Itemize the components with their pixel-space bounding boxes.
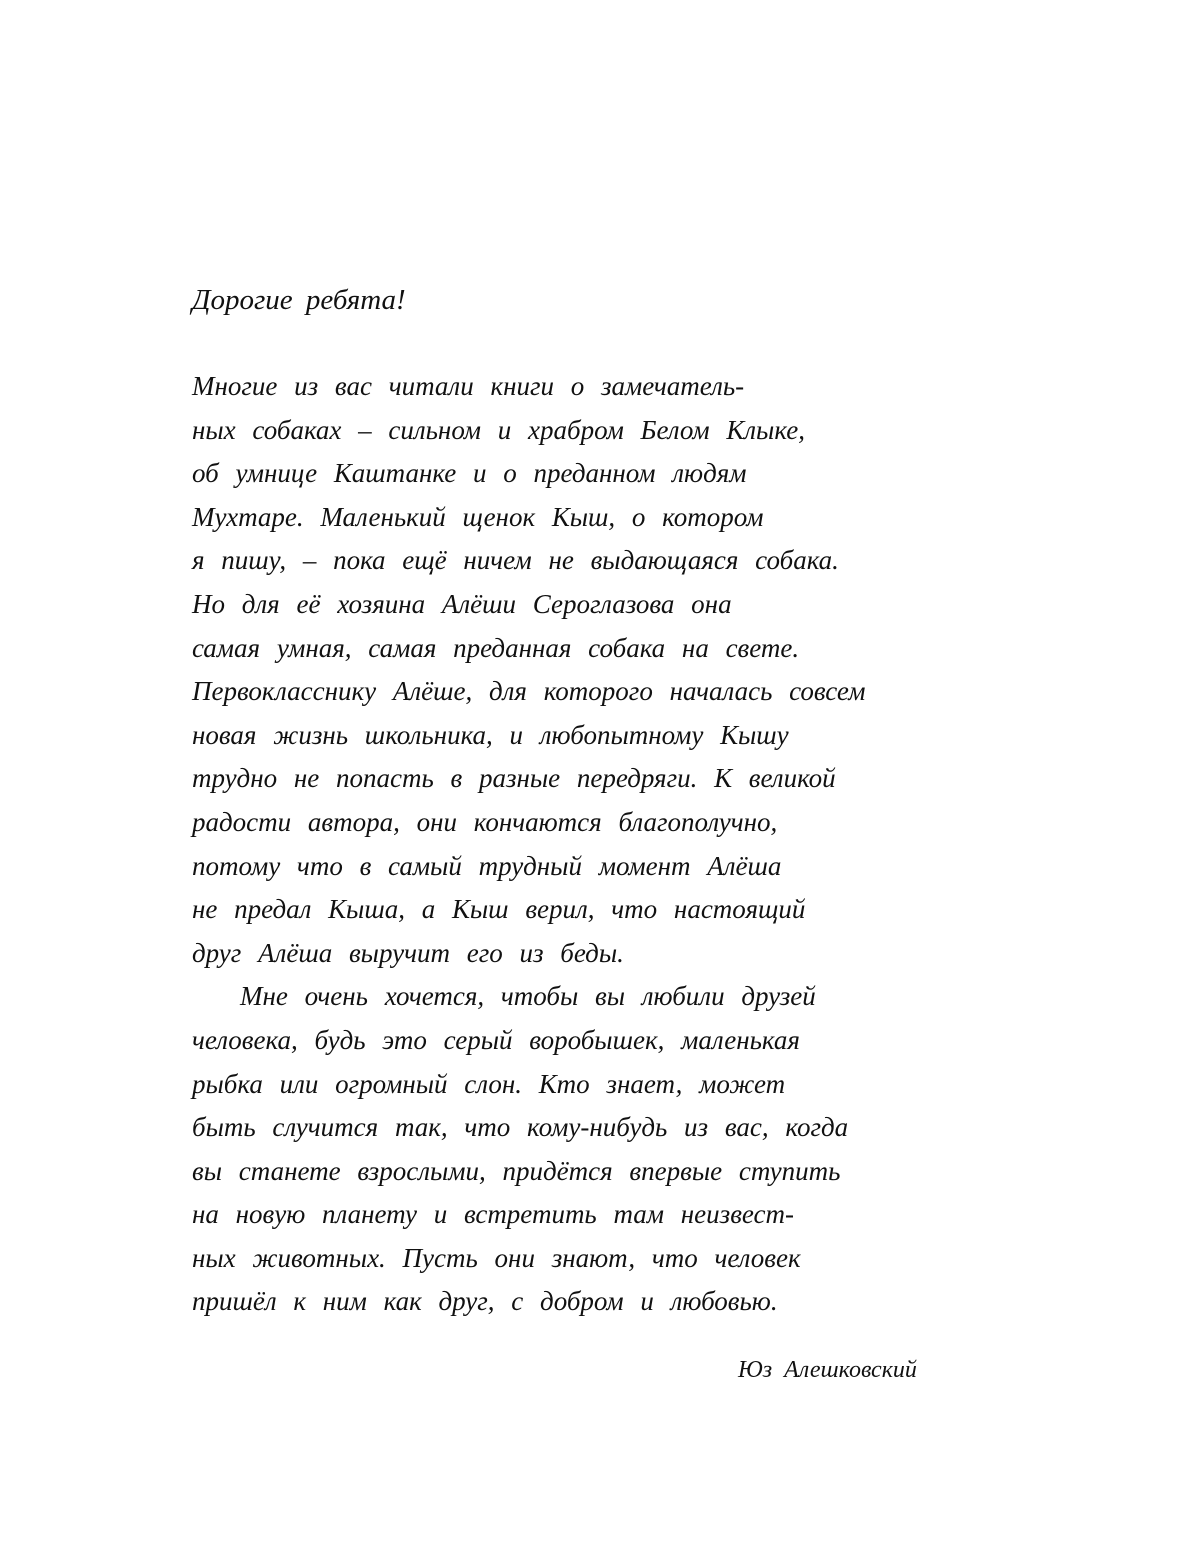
greeting-heading: Дорогие ребята! [192, 284, 406, 316]
text-line: ных собаках – сильном и храбром Белом Клыке, [192, 414, 806, 445]
letter-body [192, 365, 952, 1324]
paragraph-2 [192, 975, 952, 1324]
text-line: не предал Кыша, а Кыш верил, что настоящий [192, 894, 806, 925]
text-line: Многие из вас читали книги о замечатель- [192, 371, 745, 401]
text-line: пришёл к ним как друг, с добром и любовью. [192, 1286, 778, 1317]
text-line: человека, будь это серый воробышек, маленькая [192, 1024, 800, 1055]
author-signature: Юз Алешковский [738, 1357, 917, 1383]
text-line: радости автора, они кончаются благополучно, [192, 806, 778, 837]
text-line: об умнице Каштанке и о преданном людям [192, 458, 747, 489]
text-line: Но для её хозяина Алёши Сероглазова она [192, 588, 732, 619]
text-line: я пишу, – пока ещё ничем не выдающаяся собака. [192, 545, 839, 576]
text-line: трудно не попасть в разные передряги. К великой [192, 763, 836, 794]
paragraph-1 [192, 365, 952, 975]
text-line: потому что в самый трудный момент Алёша [192, 850, 782, 881]
text-line: Мне очень хочется, чтобы вы любили друзей [240, 981, 816, 1012]
text-line: Первокласснику Алёше, для которого началась совсем [192, 676, 866, 707]
text-line: новая жизнь школьника, и любопытному Кышу [192, 719, 789, 750]
text-line: ных животных. Пусть они знают, что человек [192, 1242, 801, 1273]
text-line: друг Алёша выручит его из беды. [192, 937, 624, 968]
text-line: на новую планету и встретить там неизвест- [192, 1199, 795, 1230]
text-line: рыбка или огромный слон. Кто знает, может [192, 1068, 786, 1099]
text-line: Мухтаре. Маленький щенок Кыш, о котором [192, 501, 764, 532]
text-line: быть случится так, что кому-нибудь из вас, когда [192, 1112, 849, 1143]
text-line: самая умная, самая преданная собака на свете. [192, 632, 800, 663]
text-line: вы станете взрослыми, придётся впервые ступить [192, 1155, 841, 1186]
